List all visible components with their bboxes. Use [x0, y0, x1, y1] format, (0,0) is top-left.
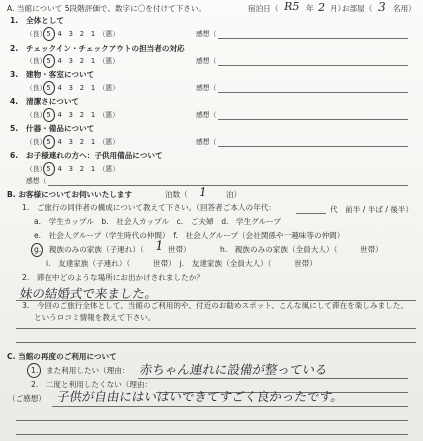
rating-2-comment-label: 感想（ — [196, 57, 217, 65]
rating-4-title: 清潔さについて — [26, 97, 80, 106]
rating-5-comment-line — [218, 146, 408, 147]
impression-label: （ご感想） — [8, 394, 46, 403]
companion-g-circle-mark — [31, 243, 43, 257]
age-blank-line — [296, 213, 326, 214]
rating-5-scale: （良）5 4 3 2 1 （悪） — [26, 138, 119, 146]
rating-6-scale: （良）5 4 3 2 1 （悪） — [26, 165, 119, 173]
revisit-option-2-label: 2. 二度と利用したくない（理由： — [31, 380, 153, 389]
question-3-text-line-2: というロコミ情報を教えて下さい。 — [34, 313, 156, 322]
section-c-heading: C. 当館の再度のご利用について — [7, 352, 117, 361]
rating-6-title: お子様連れの方へ：子供用備品について — [26, 151, 163, 160]
rating-1-number: 1. — [10, 16, 19, 25]
companion-option-g-suffix: 世帯） — [168, 245, 191, 254]
rating-6-number: 6. — [10, 151, 19, 160]
rating-4-comment-label: 感想（ — [196, 111, 217, 119]
revisit-option-1-circle-mark — [27, 363, 41, 378]
stay-date-label: 宿泊日（ — [248, 4, 279, 13]
question-2-text: 2. 滞在中どのような場所にお出かけされましたか？ — [22, 273, 204, 282]
nights-suffix: 泊） — [226, 190, 242, 199]
rating-1-circle-mark — [43, 27, 55, 41]
rating-4-circle-mark — [43, 108, 55, 122]
impression-handwritten-answer: 子供が自由にはいはいできてすごく良かったです。 — [55, 389, 345, 404]
rating-3-comment-label: 感想（ — [196, 84, 217, 92]
rating-1-title: 全体として — [26, 16, 64, 25]
rating-6-comment-label: 感想（ — [26, 177, 47, 185]
rating-5-title: 什器・備品について — [26, 124, 95, 133]
rating-2-number: 2. — [10, 44, 19, 53]
rating-3-circle-mark — [43, 81, 55, 95]
question-3-answer-line-1 — [16, 328, 416, 329]
rating-1-comment-line — [218, 38, 408, 39]
age-options: 代 前半 / 半ば / 後半） — [330, 205, 414, 214]
rating-6-circle-mark — [43, 162, 55, 176]
rating-4-scale: （良）5 4 3 2 1 （悪） — [26, 111, 119, 119]
year-label: 年 — [306, 4, 314, 13]
rating-2-circle-mark — [43, 54, 55, 68]
rating-2-scale: （良）5 4 3 2 1 （悪） — [26, 57, 119, 65]
companion-options-a-d: a. 学生カップル b. 社会人カップル c. ご夫婦 d. 学生グループ — [34, 217, 281, 226]
companion-g-household-count: 1 — [153, 239, 165, 254]
impression-line-2 — [16, 420, 408, 421]
question-3-answer-line-2 — [16, 342, 416, 343]
rating-5-comment-label: 感想（ — [196, 138, 217, 146]
rating-3-number: 3. — [10, 70, 19, 79]
rating-3-scale: （良）5 4 3 2 1 （悪） — [26, 84, 119, 92]
revisit-option-1-reason-line — [138, 378, 408, 379]
rating-4-comment-line — [218, 119, 408, 120]
rating-1-scale: （良）5 4 3 2 1 （悪） — [26, 30, 119, 38]
revisit-option-1-label: また利用したい（理由： — [46, 366, 130, 375]
rating-3-comment-line — [218, 92, 408, 93]
rating-4-number: 4. — [10, 97, 19, 106]
stay-year-value: R5 — [282, 0, 301, 13]
room-suffix-label: 名用） — [393, 4, 416, 13]
revisit-option-1-number: 1. — [31, 366, 39, 375]
stay-month-value: 2 — [316, 1, 327, 14]
question-1-text: 1. ご旅行の同伴者の構成について教えて下さい。（回答者ご本人の年代： — [22, 203, 276, 212]
rating-1-comment-label: 感想（ — [196, 30, 217, 38]
revisit-option-1-handwritten-reason: 赤ちゃん連れに設備が整っている — [138, 362, 329, 377]
impression-line-1 — [52, 406, 408, 407]
rating-6-comment-line — [48, 185, 408, 186]
nights-label: 泊数（ — [165, 190, 188, 199]
companion-options-i-j: i. 友達家族（子連れ）（ 世帯） j. 友達家族（全員大人）（ 世帯） — [46, 259, 318, 268]
companion-option-g: g. 親族のみの家族（子連れ）（ — [34, 245, 144, 254]
rating-5-circle-mark — [43, 135, 55, 149]
room-label: お部屋（ — [342, 4, 373, 13]
impression-line-3 — [16, 434, 408, 435]
companion-option-h: h. 親族のみの家族（全員大人）（ 世帯） — [220, 245, 383, 254]
section-b-heading: B. お客様についてお伺いいたします — [7, 190, 133, 199]
question-3-text-line-1: 3. 今回のご旅行全体として、当館のご利用的や、付近のお勧めスポット、こんな風にして滞在を楽しみました、 — [22, 301, 408, 310]
month-label: 月） — [330, 4, 346, 13]
room-number-value: 3 — [376, 0, 387, 14]
rating-5-number: 5. — [10, 124, 19, 133]
rating-2-comment-line — [218, 65, 408, 66]
companion-options-e-f: e. 社会人グループ（学生時代の仲間） f. 社会人グループ（会社関係や一趣味等の仲間） — [34, 231, 345, 240]
question-2-handwritten-answer: 妹の結婚式で来ました。 — [18, 286, 159, 301]
nights-value: 1 — [197, 185, 208, 199]
rating-2-title: チェックイン・チェックアウトの担当者の対応 — [26, 44, 185, 53]
rating-3-title: 建物・客室について — [26, 70, 95, 79]
section-a-heading: A. 当館について 5段階評価で、数字に〇を付けて下さい。 — [7, 4, 207, 13]
